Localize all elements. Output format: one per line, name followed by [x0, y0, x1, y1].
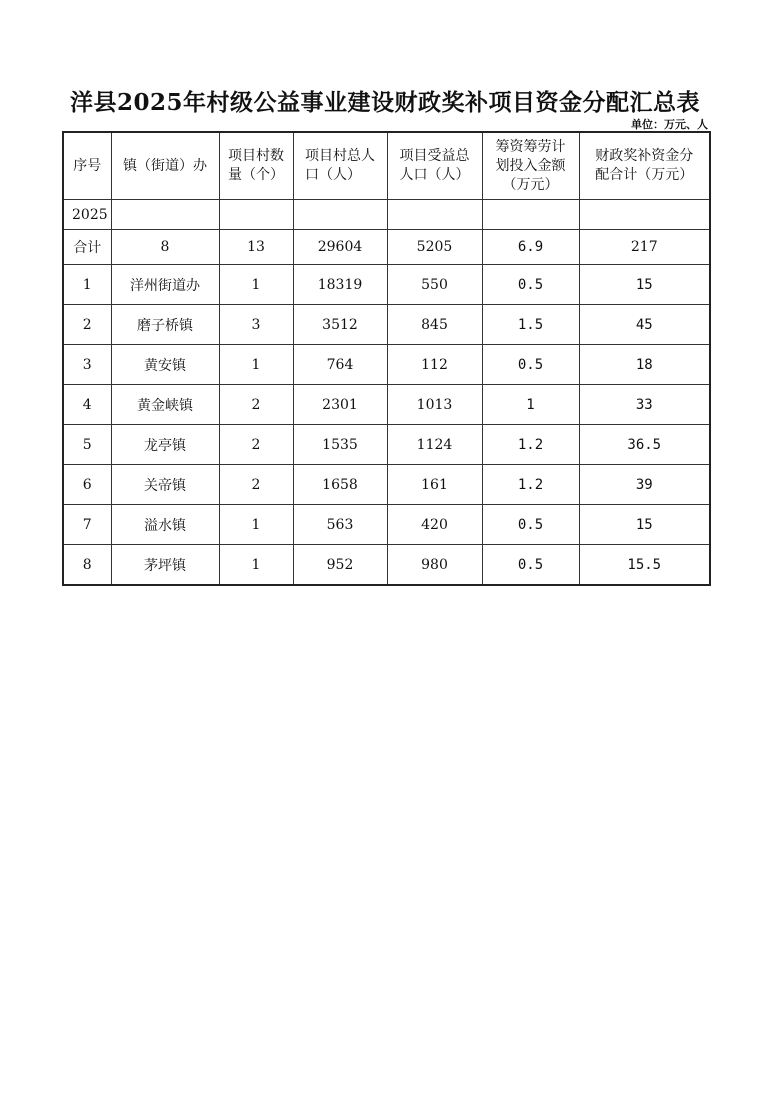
row-town-cell: 黄安镇 — [111, 345, 219, 385]
table-row — [63, 425, 710, 465]
row-raised-cell: 0.5 — [482, 265, 579, 305]
total-row — [63, 230, 710, 265]
year-cell: 2025 — [63, 200, 111, 230]
row-raised-cell: 0.5 — [482, 545, 579, 586]
total-beneficiaries: 5205 — [387, 230, 482, 265]
row-population-cell: 952 — [293, 545, 387, 586]
header-beneficiary-population: 项目受益总 人口（人） — [387, 132, 482, 200]
row-index-cell: 2 — [63, 305, 111, 345]
total-subsidy: 217 — [579, 230, 710, 265]
row-subsidy-cell: 45 — [579, 305, 710, 345]
header-village-population: 项目村总人 口（人） — [293, 132, 387, 200]
row-town-cell: 黄金峡镇 — [111, 385, 219, 425]
row-beneficiaries-cell: 112 — [387, 345, 482, 385]
row-index-cell: 6 — [63, 465, 111, 505]
total-villages: 13 — [219, 230, 293, 265]
empty-cell — [293, 200, 387, 230]
row-population-cell: 2301 — [293, 385, 387, 425]
row-town-cell: 磨子桥镇 — [111, 305, 219, 345]
page-title: 洋县2025年村级公益事业建设财政奖补项目资金分配汇总表 — [69, 89, 700, 116]
row-town-cell: 龙亭镇 — [111, 425, 219, 465]
header-raised-amount: 筹资筹劳计 划投入金额 （万元） — [482, 132, 579, 200]
row-raised-cell: 0.5 — [482, 345, 579, 385]
row-index-cell: 8 — [63, 545, 111, 586]
row-population-cell: 3512 — [293, 305, 387, 345]
row-villages-cell: 2 — [219, 465, 293, 505]
row-index-cell: 4 — [63, 385, 111, 425]
total-population: 29604 — [293, 230, 387, 265]
table-row — [63, 305, 710, 345]
row-raised-cell: 1.2 — [482, 465, 579, 505]
header-index: 序号 — [63, 132, 111, 200]
table-row — [63, 545, 710, 586]
row-subsidy-cell: 36.5 — [579, 425, 710, 465]
row-index-cell: 5 — [63, 425, 111, 465]
row-subsidy-cell: 15 — [579, 265, 710, 305]
row-villages-cell: 2 — [219, 385, 293, 425]
row-beneficiaries-cell: 980 — [387, 545, 482, 586]
header-subsidy-total: 财政奖补资金分 配合计（万元） — [579, 132, 710, 200]
row-town-cell: 溢水镇 — [111, 505, 219, 545]
row-population-cell: 764 — [293, 345, 387, 385]
row-index-cell: 3 — [63, 345, 111, 385]
row-beneficiaries-cell: 1013 — [387, 385, 482, 425]
empty-cell — [387, 200, 482, 230]
table-header-row — [63, 132, 710, 200]
row-town-cell: 洋州街道办 — [111, 265, 219, 305]
row-villages-cell: 2 — [219, 425, 293, 465]
row-beneficiaries-cell: 161 — [387, 465, 482, 505]
row-town-cell: 茅坪镇 — [111, 545, 219, 586]
row-raised-cell: 1.2 — [482, 425, 579, 465]
empty-cell — [111, 200, 219, 230]
total-label: 合计 — [63, 230, 111, 265]
row-raised-cell: 1.5 — [482, 305, 579, 345]
allocation-summary-table — [62, 131, 711, 586]
empty-cell — [579, 200, 710, 230]
row-population-cell: 563 — [293, 505, 387, 545]
empty-cell — [482, 200, 579, 230]
row-raised-cell: 1 — [482, 385, 579, 425]
row-subsidy-cell: 15.5 — [579, 545, 710, 586]
row-beneficiaries-cell: 845 — [387, 305, 482, 345]
header-village-count: 项目村数 量（个） — [219, 132, 293, 200]
row-villages-cell: 1 — [219, 545, 293, 586]
row-subsidy-cell: 39 — [579, 465, 710, 505]
row-villages-cell: 1 — [219, 265, 293, 305]
row-villages-cell: 1 — [219, 345, 293, 385]
unit-note: 单位：万元、人 — [631, 118, 708, 131]
row-town-cell: 关帝镇 — [111, 465, 219, 505]
row-index-cell: 7 — [63, 505, 111, 545]
row-beneficiaries-cell: 1124 — [387, 425, 482, 465]
empty-cell — [219, 200, 293, 230]
total-towns: 8 — [111, 230, 219, 265]
row-subsidy-cell: 33 — [579, 385, 710, 425]
row-raised-cell: 0.5 — [482, 505, 579, 545]
row-villages-cell: 1 — [219, 505, 293, 545]
header-town: 镇（街道）办 — [111, 132, 219, 200]
table-row — [63, 265, 710, 305]
row-subsidy-cell: 18 — [579, 345, 710, 385]
table-row — [63, 345, 710, 385]
row-beneficiaries-cell: 420 — [387, 505, 482, 545]
table-row — [63, 385, 710, 425]
table-row — [63, 465, 710, 505]
table-row — [63, 505, 710, 545]
row-population-cell: 1535 — [293, 425, 387, 465]
row-index-cell: 1 — [63, 265, 111, 305]
row-population-cell: 1658 — [293, 465, 387, 505]
total-raised: 6.9 — [482, 230, 579, 265]
row-subsidy-cell: 15 — [579, 505, 710, 545]
row-beneficiaries-cell: 550 — [387, 265, 482, 305]
row-population-cell: 18319 — [293, 265, 387, 305]
year-row — [63, 200, 710, 230]
row-villages-cell: 3 — [219, 305, 293, 345]
